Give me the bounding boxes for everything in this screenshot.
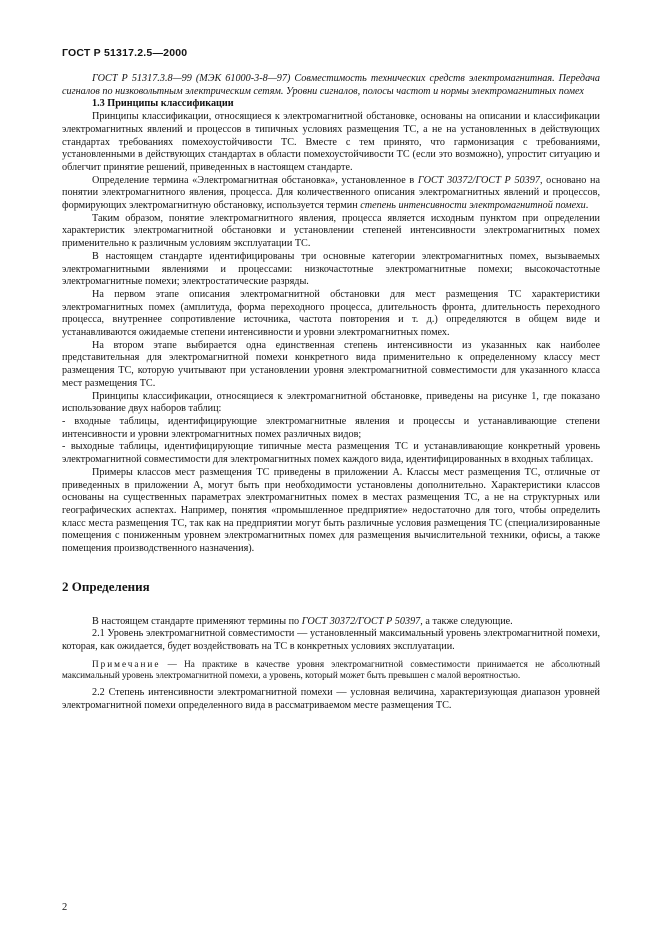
definition-2-2: 2.2 Степень интенсивности электромагнитной помехи — условная величина, характеризующая диапазон уровней электромагнитной помехи определенного вида в рассматриваемом месте размещения ТС. bbox=[62, 687, 600, 711]
note bbox=[62, 659, 600, 682]
paragraph: Примеры классов мест размещения ТС приведены в приложении А. Классы мест размещения ТС, отличные от приведенных в приложении А, могут быть при необходимости установлены дополнительно. Характеристики классов основаны на существенных параметрах электромагнитных помех в местах размещения ТС, а не на структурных или географических аспектах. Например, понятия «промышленное предприятие» недостаточно для того, чтобы определить класс места размещения ТС, так как на предприятии могут быть различные условия размещения ТС (специализированные помещения с пониженным уровнем электромагнитных помех для размещения вычислительной техники, офисы, а также помещения производственного назначения). bbox=[62, 466, 600, 555]
note-text: — На практике в качестве уровня электромагнитной совместимости принимается не абсолютный максимальный уровень электромагнитной помехи, а уровень, который может быть превышен с малой вероятностью. bbox=[62, 658, 600, 681]
paragraph: Принципы классификации, относящиеся к электромагнитной обстановке, приведены на рисунке 1, где показано использование двух наборов таблиц: bbox=[62, 390, 600, 415]
standard-reference: ГОСТ 30372/ГОСТ Р 50397 bbox=[301, 615, 421, 627]
paragraph bbox=[62, 616, 600, 629]
standard-reference: ГОСТ 30372/ГОСТ Р 50397 bbox=[417, 174, 540, 186]
paragraph: На втором этапе выбирается одна единственная степень интенсивности из указанных как наиболее представительная для электромагнитной помехи конкретного вида применительно к определенному классу мест размещения ТС, которую учитывают при установлении уровня электромагнитной совместимости для указанного класса мест размещения ТС. bbox=[62, 339, 600, 389]
paragraph: В настоящем стандарте идентифицированы три основные категории электромагнитных помех, вызываемых электромагнитными явлениями и процессами: низкочастотные электромагнитные помехи; высокочастотные электромагнитные помехи; электростатические разряды. bbox=[62, 250, 600, 288]
paragraph bbox=[62, 175, 600, 213]
reference-citation: ГОСТ Р 51317.3.8—99 (МЭК 61000-3-8—97) Совместимость технических средств электромагнитная. Передача сигналов по низковольтным электрическим сетям. Уровни сигналов, полосы частот и нормы электромагнитных помех bbox=[62, 73, 600, 97]
section-heading: 2 Определения bbox=[62, 578, 150, 594]
paragraph-text: , а также следующие. bbox=[420, 615, 513, 627]
term-emphasis: степень интенсивности электромагнитной помехи bbox=[360, 200, 586, 212]
list-item: - входные таблицы, идентифицирующие электромагнитные явления и процессы и устанавливающие степени интенсивности и уровни электромагнитных помех различных видов; bbox=[62, 415, 600, 440]
subsection-heading: 1.3 Принципы классификации bbox=[92, 98, 234, 110]
list-item: - выходные таблицы, идентифицирующие типичные места размещения ТС и устанавливающие конкретный уровень электромагнитной совместимости для электромагнитных помех каждого вида, идентифицированных в входных таблицах. bbox=[62, 441, 600, 466]
paragraph-text: , основано на понятии электромагнитного явления, процесса. Для количественного описания электромагнитных явлений и процессов, формирующих электромагнитную обстановку, используется термин bbox=[62, 174, 600, 212]
definition-2-1: 2.1 Уровень электромагнитной совместимости — установленный максимальный уровень электромагнитной помехи, которая, как ожидается, будет воздействовать на ТС в конкретных условиях эксплуатации. bbox=[62, 628, 600, 653]
paragraph-text: В настоящем стандарте применяют термины по bbox=[92, 615, 302, 627]
paragraph-text: Определение термина «Электромагнитная обстановка», установленное в bbox=[92, 174, 418, 186]
paragraph-text: . bbox=[585, 200, 589, 212]
paragraph: Принципы классификации, относящиеся к электромагнитной обстановке, основаны на описании и классификации электромагнитных явлений и процессов в типичных условиях размещения ТС, а не на установленных в действующих стандартах требованиях помехоустойчивости ТС. Вместе с тем принято, что гармонизация с требованиями, установленными в действующих стандартах в области помехоустойчивости ТС (если это возможно), упростит ситуацию и облегчит принятие решений, приведенных в настоящем стандарте. bbox=[62, 111, 600, 173]
note-label: Примечание bbox=[92, 658, 161, 669]
paragraph: Таким образом, понятие электромагнитного явления, процесса является исходным пунктом при определении характеристик электромагнитной обстановки и установлении степеней интенсивности электромагнитных помех применительно к различным условиям эксплуатации ТС. bbox=[62, 212, 600, 250]
paragraph: На первом этапе описания электромагнитной обстановки для мест размещения ТС характеристики электромагнитных помех (амплитуда, форма переходного процесса, длительность фронта, длительность переходного процесса, внутреннее сопротивление источника, частота повторения и т. д.) определяются в общем виде и устанавливаются ожидаемые степени интенсивности и уровни электромагнитных помех. bbox=[62, 288, 600, 339]
document-header: ГОСТ Р 51317.2.5—2000 bbox=[62, 47, 188, 59]
page-number: 2 bbox=[62, 902, 68, 913]
document-body bbox=[62, 73, 600, 712]
